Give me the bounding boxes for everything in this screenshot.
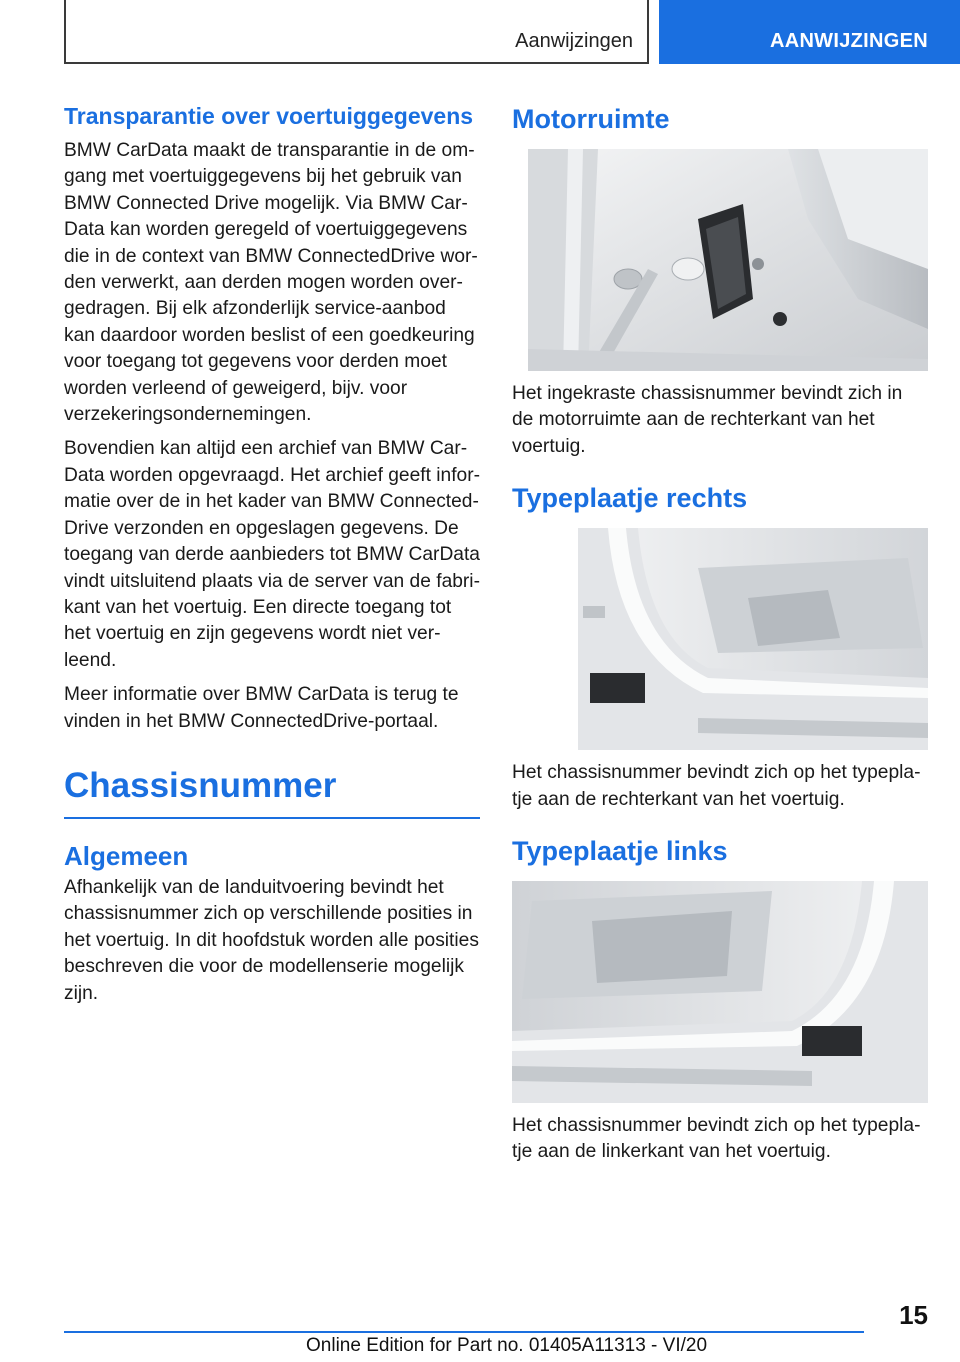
right-plate-caption: Het chassisnummer bevindt zich op het typeplatje aan de rechterkant van het voertuig.	[512, 762, 921, 810]
footer-edition: Online Edition for Part no. 01405A11313 - VI/20	[306, 1335, 708, 1356]
transparency-paragraph-2: Bovendien kan altijd een archief van BMW CarData worden opgevraagd. Het archief geeft informatie over de in het kader van BMW ConnectedDrive verzonden en opgeslagen gegevens. De toegang van derde aanbieders tot BMW CarData vindt uitsluitend plaats via de server van de fabrikant van het voertuig. Een directe toegang tot het voertuig en zijn gegevens wordt niet verleend.	[64, 438, 480, 671]
right-column	[512, 103, 928, 1166]
left-plate-caption: Het chassisnummer bevindt zich op het typeplatje aan de linkerkant van het voertuig.	[512, 1115, 921, 1163]
chassis-heading: Chassisnummer	[64, 765, 337, 805]
transparency-heading: Transparantie over voertuiggegevens	[64, 103, 474, 129]
page-number: 15	[899, 1300, 928, 1330]
transparency-paragraph-1: BMW CarData maakt de transparantie in de omgang met voertuiggegevens bij het gebruik van BMW Connected Drive mogelijk. Via BMW CarData kan worden geregeld of voertuiggegevens die in de context van BMW ConnectedDrive worden verwerkt, aan derden mogen worden overgedragen. Bij elk afzonderlijk service-aanbod kan daardoor worden beslist of een goedkeuring voor toegang tot gegevens voor derden moet worden verleend of geweigerd, bijv. voor verzekeringsondernemingen.	[64, 140, 478, 426]
left-plate-heading: Typeplaatje links	[512, 836, 728, 867]
header-chapter-tab	[659, 0, 960, 64]
engine-heading: Motorruimte	[512, 104, 670, 134]
right-type-plate-image	[578, 528, 928, 750]
engine-bay-image	[528, 149, 928, 371]
footer-rule	[64, 1331, 864, 1333]
header-section-tab	[64, 0, 649, 64]
left-type-plate-image	[512, 881, 928, 1103]
header-section-label: Aanwijzingen	[515, 30, 633, 52]
engine-caption: Het ingekraste chassisnummer bevindt zich in de motorruimte aan de rechterkant van het voertuig.	[512, 383, 903, 457]
general-heading: Algemeen	[64, 840, 189, 871]
chassis-heading-rule	[64, 817, 480, 819]
general-paragraph: Afhankelijk van de landuitvoering bevindt het chassisnummer zich op verschillende posities in het voertuig. In dit hoofdstuk worden alle posities beschreven die voor de modellenserie mogelijk zijn.	[64, 876, 479, 1004]
transparency-paragraph-3: Meer informatie over BMW CarData is terug te vinden in het BMW ConnectedDrive-portaal.	[64, 684, 459, 732]
left-column	[64, 103, 480, 1007]
right-plate-heading: Typeplaatje rechts	[512, 483, 748, 514]
header-chapter-label: AANWIJZINGEN	[769, 30, 928, 52]
